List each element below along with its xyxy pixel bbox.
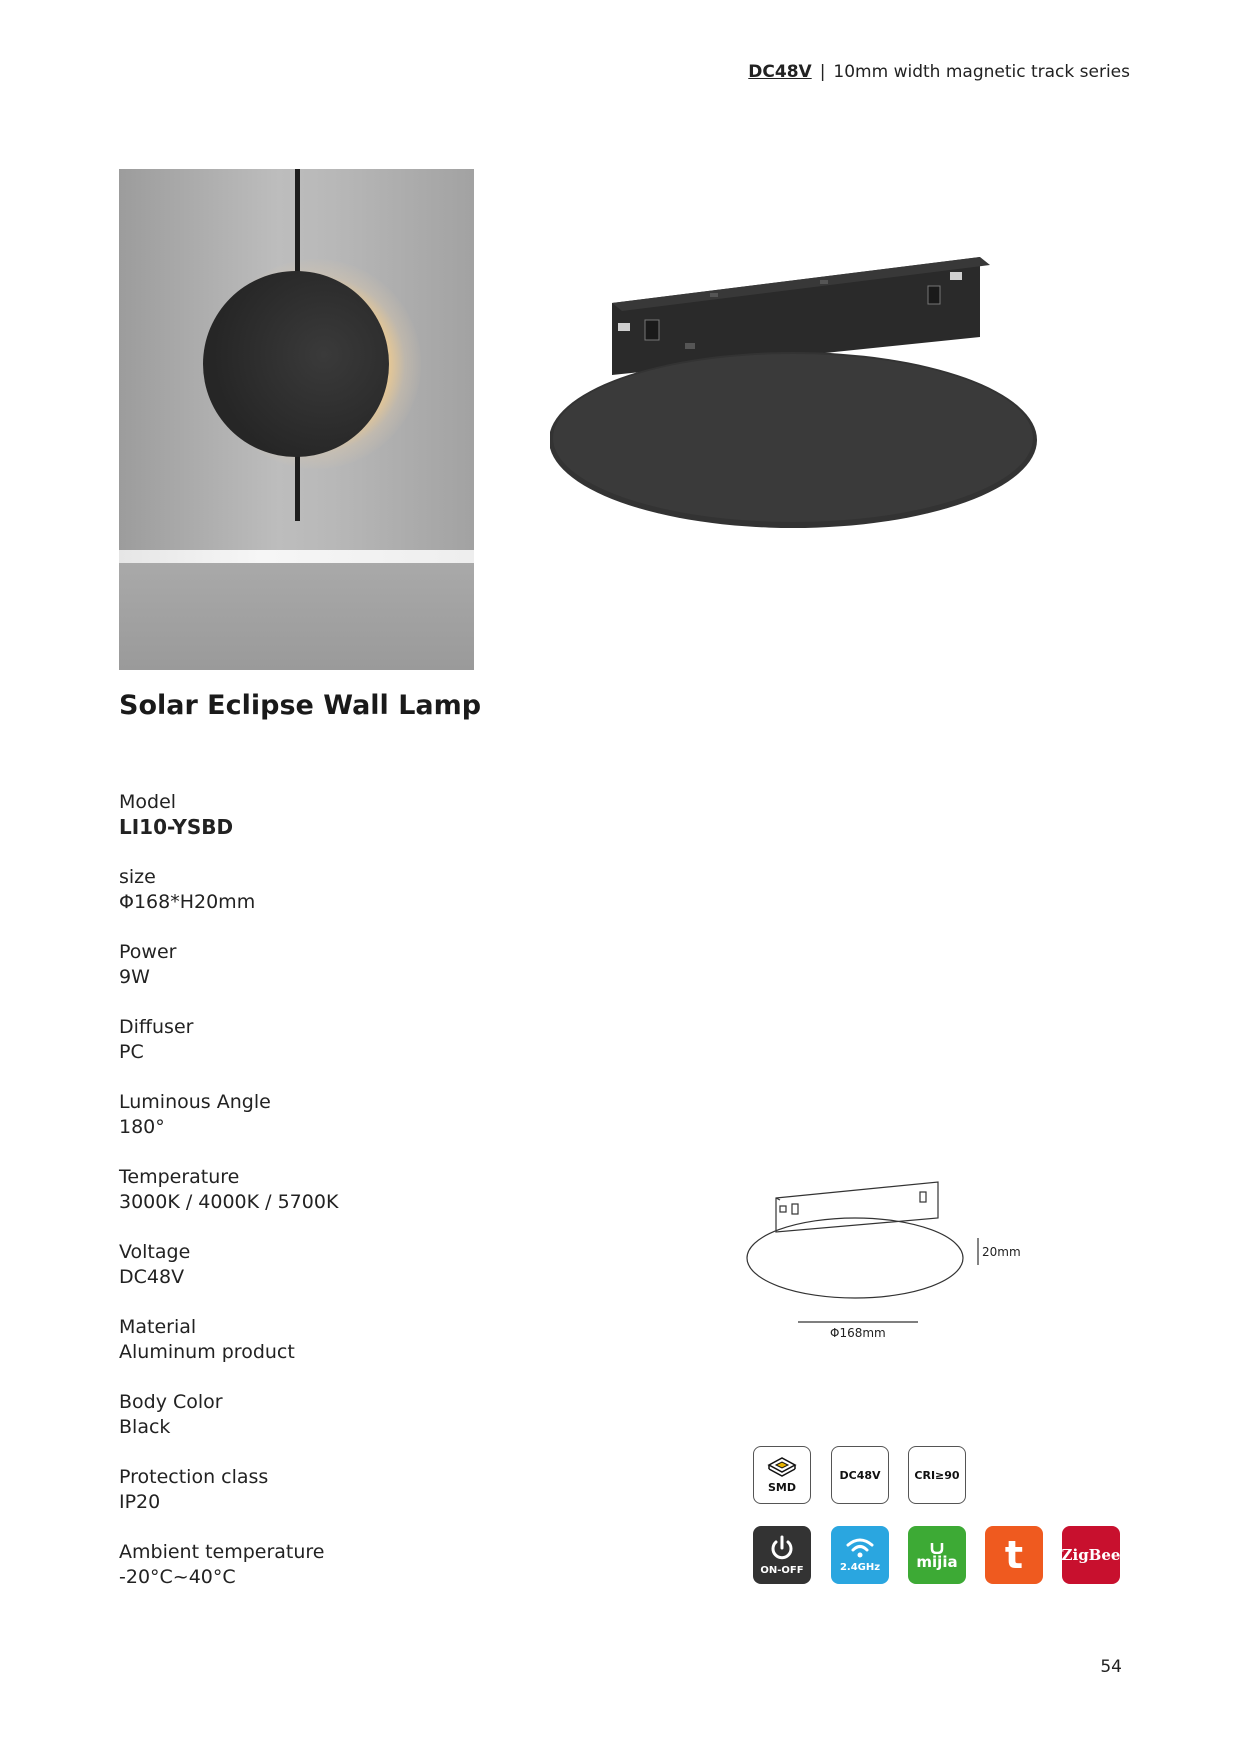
product-render <box>550 255 1050 535</box>
power-icon <box>768 1534 796 1562</box>
lamp-disc <box>203 271 389 457</box>
cri-label: CRI≥90 <box>914 1468 960 1482</box>
on-off-badge <box>753 1526 811 1584</box>
spec-voltage <box>119 1240 190 1290</box>
spec-label: Diffuser <box>119 1016 194 1038</box>
spec-label: size <box>119 866 156 888</box>
series-name: 10mm width magnetic track series <box>833 62 1130 82</box>
smd-label: SMD <box>768 1481 796 1494</box>
spec-model <box>119 790 233 840</box>
spec-value: Φ168*H20mm <box>119 891 256 913</box>
spec-value: Black <box>119 1416 171 1438</box>
diameter-dimension-label: Φ168mm <box>830 1326 886 1340</box>
spec-value: Aluminum product <box>119 1341 295 1363</box>
spec-protection-class <box>119 1465 268 1515</box>
spec-material <box>119 1315 295 1365</box>
spec-value: 180° <box>119 1116 165 1138</box>
smd-badge <box>753 1446 811 1504</box>
spec-power <box>119 940 176 990</box>
product-title: Solar Eclipse Wall Lamp <box>119 690 482 721</box>
spec-label: Material <box>119 1316 197 1338</box>
spec-label: Model <box>119 791 177 813</box>
spec-value: -20°C~40°C <box>119 1566 236 1588</box>
header-separator: | <box>819 62 826 82</box>
spec-value: 9W <box>119 966 150 988</box>
spec-label: Luminous Angle <box>119 1091 271 1113</box>
series-tag: DC48V <box>748 62 812 82</box>
spec-value: DC48V <box>119 1266 185 1288</box>
mijia-label: mijia <box>916 1553 958 1571</box>
height-dimension-label: 20mm <box>982 1245 1021 1259</box>
on-off-label: ON-OFF <box>760 1565 804 1576</box>
voltage-badge <box>831 1446 889 1504</box>
spec-value: IP20 <box>119 1491 161 1513</box>
wall-light-strip <box>119 550 474 563</box>
track-rod-bottom <box>295 449 300 521</box>
spec-value: PC <box>119 1041 144 1063</box>
smd-chip-icon <box>767 1457 797 1479</box>
voltage-label: DC48V <box>839 1468 881 1482</box>
spec-label: Voltage <box>119 1241 191 1263</box>
spec-luminous-angle <box>119 1090 271 1140</box>
page-number: 54 <box>1100 1657 1122 1677</box>
spec-ambient-temperature <box>119 1540 325 1590</box>
spec-body-color <box>119 1390 223 1440</box>
wifi-icon <box>845 1537 875 1559</box>
spec-label: Temperature <box>119 1166 240 1188</box>
dimension-drawing <box>740 1170 1060 1350</box>
spec-diffuser <box>119 1015 193 1065</box>
spec-label: Power <box>119 941 177 963</box>
tuya-icon: t <box>1004 1533 1024 1577</box>
zigbee-badge <box>1062 1526 1120 1584</box>
wifi-badge <box>831 1526 889 1584</box>
wall-lower-panel <box>119 563 474 670</box>
product-photo <box>119 169 474 670</box>
track-rod-top <box>295 169 300 279</box>
spec-size <box>119 865 255 915</box>
tuya-badge <box>985 1526 1043 1584</box>
spec-label: Ambient temperature <box>119 1541 325 1563</box>
mijia-badge <box>908 1526 966 1584</box>
spec-value: 3000K / 4000K / 5700K <box>119 1191 339 1213</box>
cri-badge <box>908 1446 966 1504</box>
spec-temperature <box>119 1165 338 1215</box>
wifi-label: 2.4GHz <box>839 1562 881 1573</box>
spec-value: LI10-YSBD <box>119 815 234 839</box>
page-header <box>748 62 1130 82</box>
spec-label: Protection class <box>119 1466 269 1488</box>
spec-label: Body Color <box>119 1391 223 1413</box>
zigbee-label: ZigBee <box>1061 1546 1121 1564</box>
